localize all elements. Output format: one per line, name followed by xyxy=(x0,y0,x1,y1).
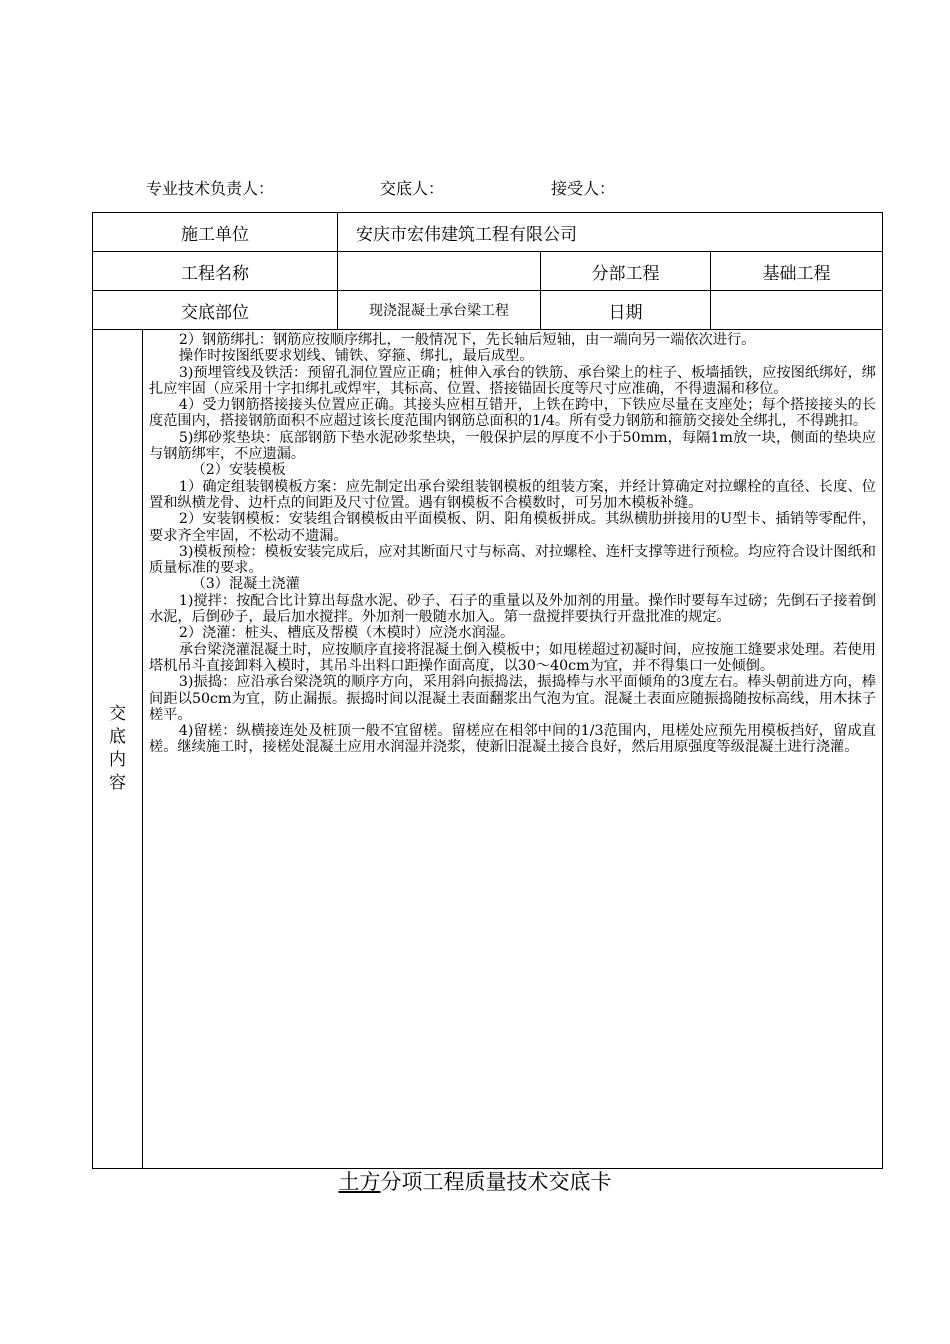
sub-project-label: 分部工程 xyxy=(541,252,711,291)
paragraph: 3)预埋管线及铁活：预留孔洞位置应正确；桩伸入承台的铁筋、承台梁上的柱子、板墙插铁，应按图纸绑好，绑扎应牢固（应采用十字扣绑扎或焊牢，其标高、位置、搭接锚固长度等尺寸应准确，不得遗漏和移位。 xyxy=(149,364,876,397)
paragraph: 3)模板预检：模板安装完成后，应对其断面尺寸与标高、对拉螺栓、连杆支撑等进行预检。均应符合设计图纸和质量标准的要求。 xyxy=(149,543,876,577)
discloser-label: 交底人： xyxy=(380,179,445,198)
project-value xyxy=(338,252,541,291)
paragraph: 操作时按图纸要求划线、铺铁、穿箍、绑扎，最后成型。 xyxy=(178,348,534,365)
sub-project-value: 基础工程 xyxy=(711,252,883,291)
receiver-label: 接受人： xyxy=(551,179,616,198)
content-label: 交 底 内 容 xyxy=(93,330,143,1169)
paragraph: 2）浇灌：桩头、槽底及帮模（木模时）应浇水润湿。 xyxy=(178,625,515,642)
signature-row xyxy=(0,176,950,198)
paragraph: 1）确定组装钢模板方案：应先制定出承台梁组装钢模板的组装方案，并经计算确定对拉螺栓的直径、长度、位置和纵横龙骨、边杆点的间距及尺寸位置。遇有钢模板不合模数时，可另加木模板补缝。 xyxy=(149,478,876,511)
part-label: 交底部位 xyxy=(93,291,338,330)
card-title xyxy=(0,1168,950,1196)
paragraph: 3)振捣：应沿承台梁浇筑的顺序方向，采用斜向振捣法，振捣棒与水平面倾角的3度左右。棒头朝前进方向，棒间距以50cm为宜，防止漏振。振捣时间以混凝土表面翻浆出气泡为宜。混凝土表面应随振捣随按标高线，用木抹子槎平。 xyxy=(149,674,876,723)
tech-lead-label: 专业技术负责人： xyxy=(146,179,275,198)
disclosure-table xyxy=(92,212,883,1169)
part-value: 现浇混凝土承台梁工程 xyxy=(338,291,541,330)
unit-label: 施工单位 xyxy=(93,213,338,252)
paragraph: 1)搅拌：按配合比计算出每盘水泥、砂子、石子的重量以及外加剂的用量。操作时要每车过磅；先倒石子接着倒水泥，后倒砂子，最后加水搅拌。外加剂一般随水加入。第一盘搅拌要执行开盘批准的规定。 xyxy=(149,592,876,626)
content-body xyxy=(143,330,883,1169)
project-label: 工程名称 xyxy=(93,252,338,291)
paragraph: 2）安装钢模板：安装组合钢模板由平面模板、阴、阳角模板拼成。其纵横肋拼接用的U型卡、插销等零配件，要求齐全牢固，不松动不遗漏。 xyxy=(149,511,876,544)
paragraph: 承台梁浇灌混凝土时，应按顺序直接将混凝土倒入模板中；如甩槎超过初凝时间，应按施工缝要求处理。若使用塔机吊斗直接卸料入模时，其吊斗出料口距操作面高度，以30～40cm为宜，并不得集口一处倾倒。 xyxy=(149,641,876,674)
paragraph: 5)绑砂浆垫块：底部钢筋下垫水泥砂浆垫块，一般保护层的厚度不小于50mm，每隔1m放一块，侧面的垫块应与钢筋绑牢，不应遗漏。 xyxy=(149,429,876,463)
title-underlined: 土方 xyxy=(338,1170,381,1194)
date-label: 日期 xyxy=(541,291,711,330)
title-rest: 分项工程质量技术交底卡 xyxy=(380,1170,612,1194)
unit-value: 安庆市宏伟建筑工程有限公司 xyxy=(338,213,883,252)
section-heading: （2）安装模板 xyxy=(191,462,286,479)
date-value xyxy=(711,291,883,330)
paragraph: 2）钢筋绑扎：钢筋应按顺序绑扎，一般情况下，先长轴后短轴，由一端向另一端依次进行。 xyxy=(178,332,756,348)
paragraph: 4)留槎：纵横接连处及桩顶一般不宜留槎。留槎应在相邻中间的1/3范围内，甩槎处应预先用模板挡好，留成直槎。继续施工时，接槎处混凝土应用水润湿并浇浆，使新旧混凝土接合良好，然后用原强度等级混凝土进行浇灌。 xyxy=(149,723,876,756)
section-heading: （3）混凝土浇灌 xyxy=(191,576,300,593)
paragraph: 4）受力钢筋搭接接头位置应正确。其接头应相互错开，上铁在跨中，下铁应尽量在支座处；每个搭接接头的长度范围内，搭接钢筋面积不应超过该长度范围内钢筋总面积的1/4。所有受力钢筋和箍筋交接处全绑扎，不得跳扣。 xyxy=(149,397,876,430)
